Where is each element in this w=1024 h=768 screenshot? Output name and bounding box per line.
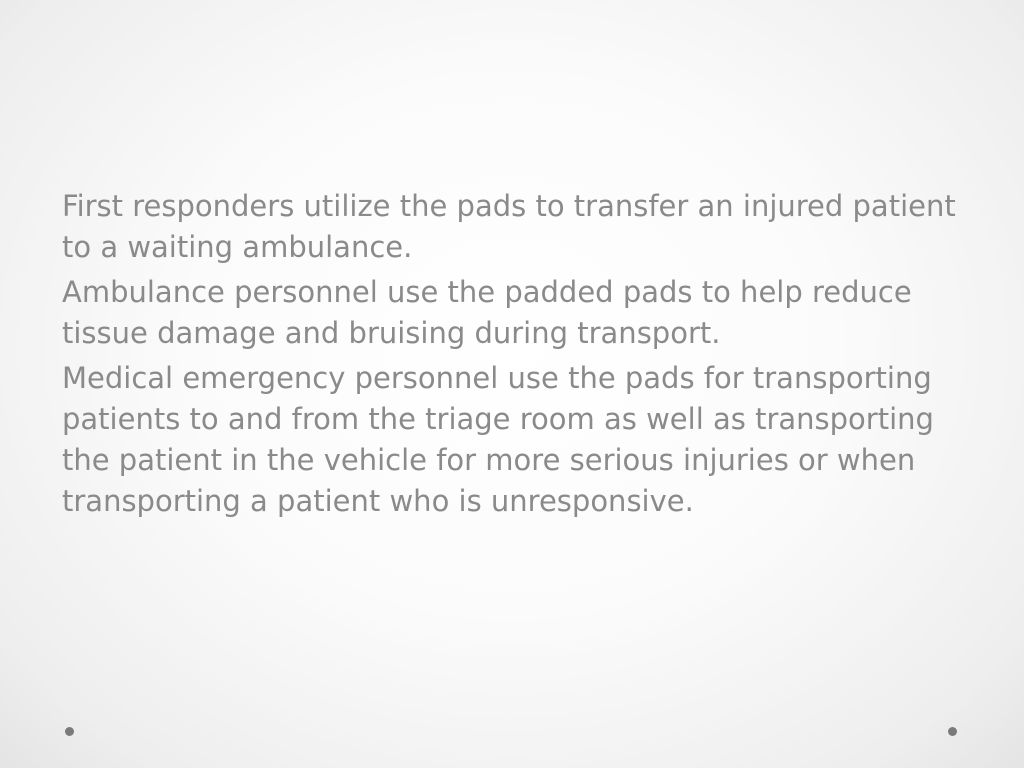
paragraph-first-responders: First responders utilize the pads to transfer an injured patient to a waiting ambulance.: [62, 189, 956, 264]
paragraph-ambulance-personnel: Ambulance personnel use the padded pads to help reduce tissue damage and bruising during transport.: [62, 275, 912, 350]
slide-body: [62, 186, 962, 526]
corner-dot-right: [948, 727, 957, 736]
corner-dot-left: [65, 727, 74, 736]
paragraph-medical-emergency-personnel: Medical emergency personnel use the pads for transporting patients to and from the triage room as well as transporting the patient in the vehicle for more serious injuries or when transporting a patient who is unresponsive.: [62, 361, 934, 518]
